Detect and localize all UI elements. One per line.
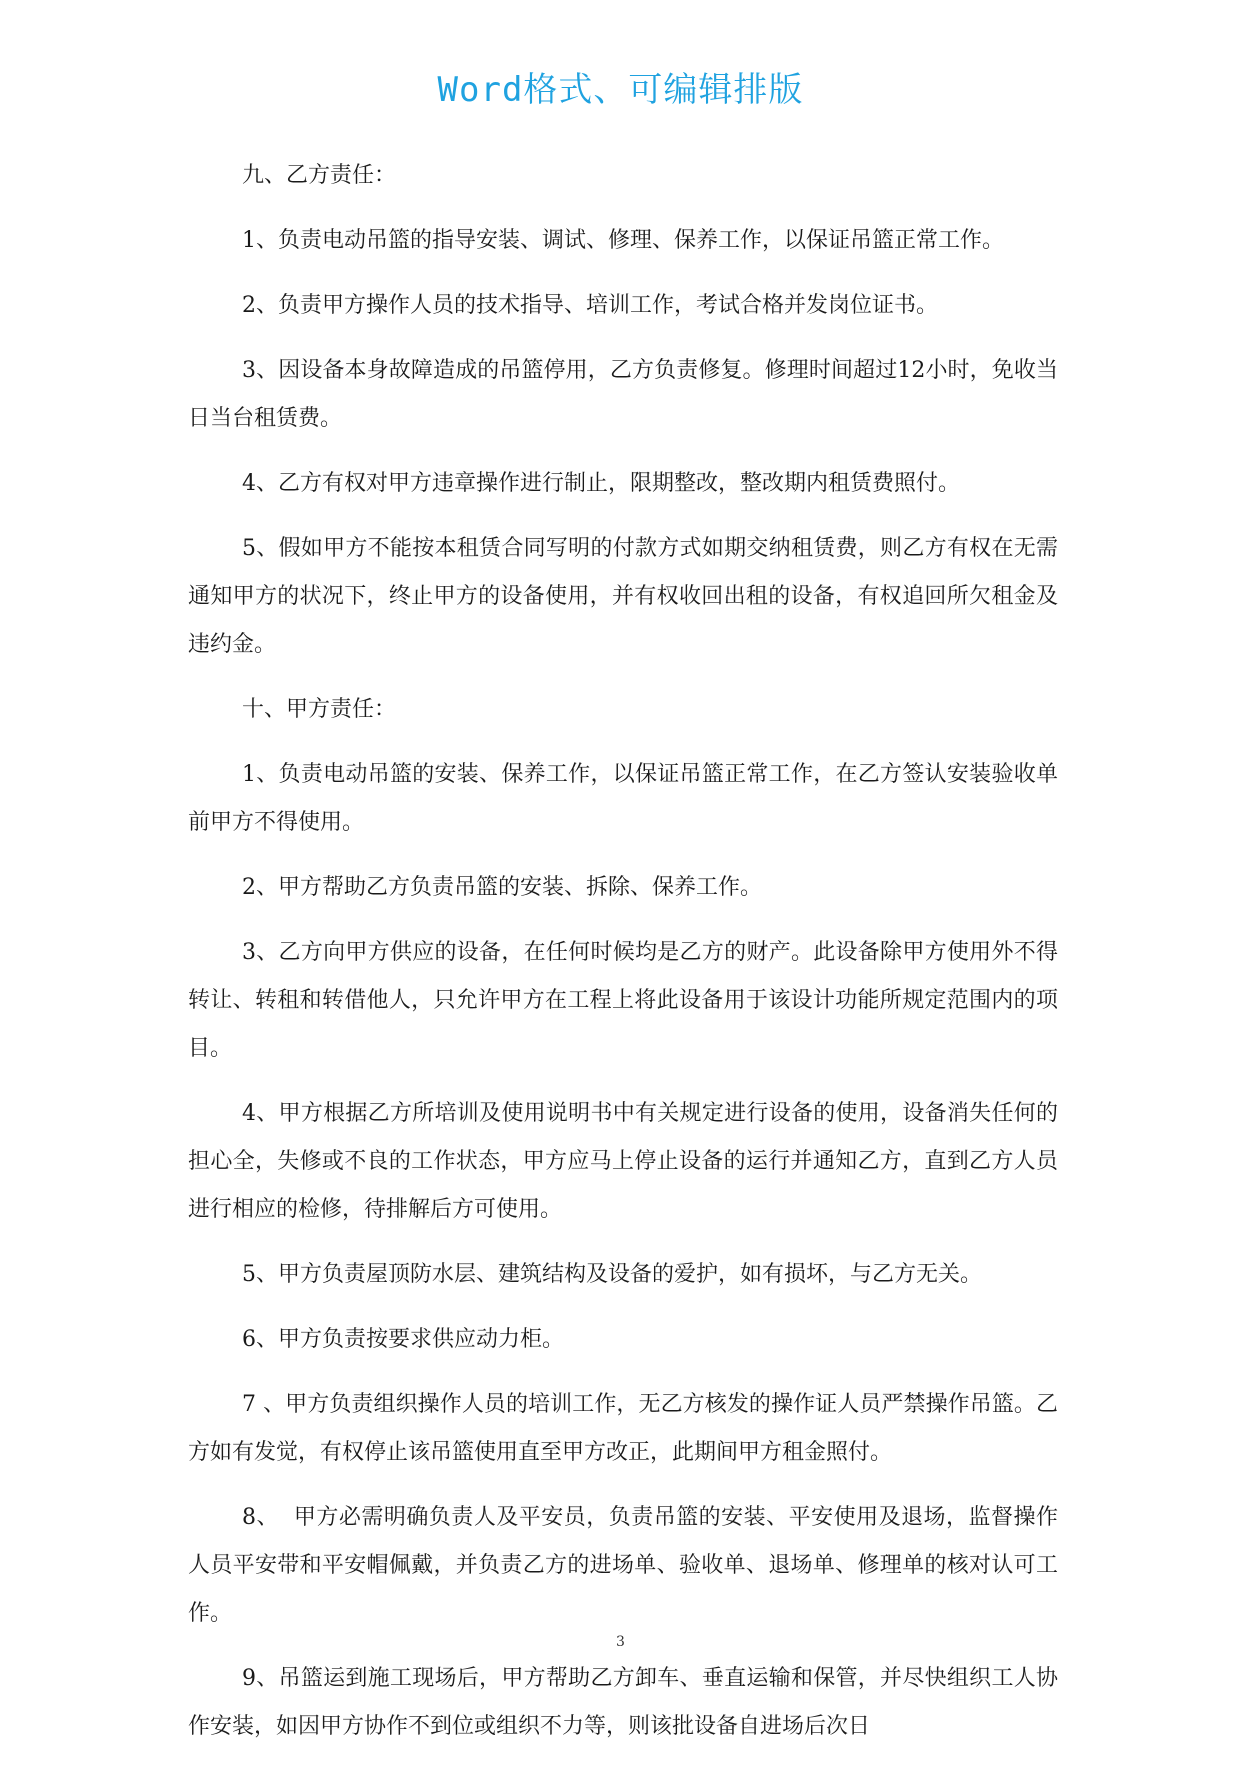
clause-a-4: 4、甲方根据乙方所培训及使用说明书中有关规定进行设备的使用，设备消失任何的担心全，失修或不良的工作状态，甲方应马上停止设备的运行并通知乙方，直到乙方人员进行相应的检修，待排解后方可使用。 <box>188 1101 1058 1222</box>
clause-b-4: 4、乙方有权对甲方违章操作进行制止，限期整改，整改期内租赁费照付。 <box>242 471 960 496</box>
section-heading-party-a: 十、甲方责任： <box>242 697 397 722</box>
clause-a-5: 5、甲方负责屋顶防水层、建筑结构及设备的爱护，如有损坏，与乙方无关。 <box>242 1262 982 1287</box>
page-number: 3 <box>616 1634 625 1650</box>
section-heading-party-b: 九、乙方责任： <box>242 163 397 188</box>
clause-a-1: 1、负责电动吊篮的安装、保养工作，以保证吊篮正常工作，在乙方签认安装验收单前甲方不得使用。 <box>188 762 1058 835</box>
clause-a-9: 9、吊篮运到施工现场后，甲方帮助乙方卸车、垂直运输和保管，并尽快组织工人协作安装，如因甲方协作不到位或组织不力等，则该批设备自进场后次日 <box>188 1666 1058 1739</box>
clause-a-7: 7 、甲方负责组织操作人员的培训工作，无乙方核发的操作证人员严禁操作吊篮。乙方如有发觉，有权停止该吊篮使用直至甲方改正，此期间甲方租金照付。 <box>188 1392 1058 1465</box>
page-header-title: Word格式、可编辑排版 <box>437 70 804 110</box>
clause-a-2: 2、甲方帮助乙方负责吊篮的安装、拆除、保养工作。 <box>242 875 762 900</box>
clause-a-3: 3、乙方向甲方供应的设备，在任何时候均是乙方的财产。此设备除甲方使用外不得转让、转租和转借他人，只允许甲方在工程上将此设备用于该设计功能所规定范围内的项目。 <box>188 940 1058 1061</box>
clause-a-6: 6、甲方负责按要求供应动力柜。 <box>242 1327 564 1352</box>
clause-b-2: 2、负责甲方操作人员的技术指导、培训工作，考试合格并发岗位证书。 <box>242 293 938 318</box>
document-body <box>188 152 1058 1768</box>
clause-b-5: 5、假如甲方不能按本租赁合同写明的付款方式如期交纳租赁费，则乙方有权在无需通知甲方的状况下，终止甲方的设备使用，并有权收回出租的设备，有权追回所欠租金及违约金。 <box>188 536 1058 657</box>
clause-b-1: 1、负责电动吊篮的指导安装、调试、修理、保养工作，以保证吊篮正常工作。 <box>242 228 1004 253</box>
clause-a-8: 8、 甲方必需明确负责人及平安员，负责吊篮的安装、平安使用及退场，监督操作人员平安带和平安帽佩戴，并负责乙方的进场单、验收单、退场单、修理单的核对认可工作。 <box>188 1505 1058 1626</box>
clause-b-3: 3、因设备本身故障造成的吊篮停用，乙方负责修复。修理时间超过12小时，免收当日当台租赁费。 <box>188 358 1058 431</box>
